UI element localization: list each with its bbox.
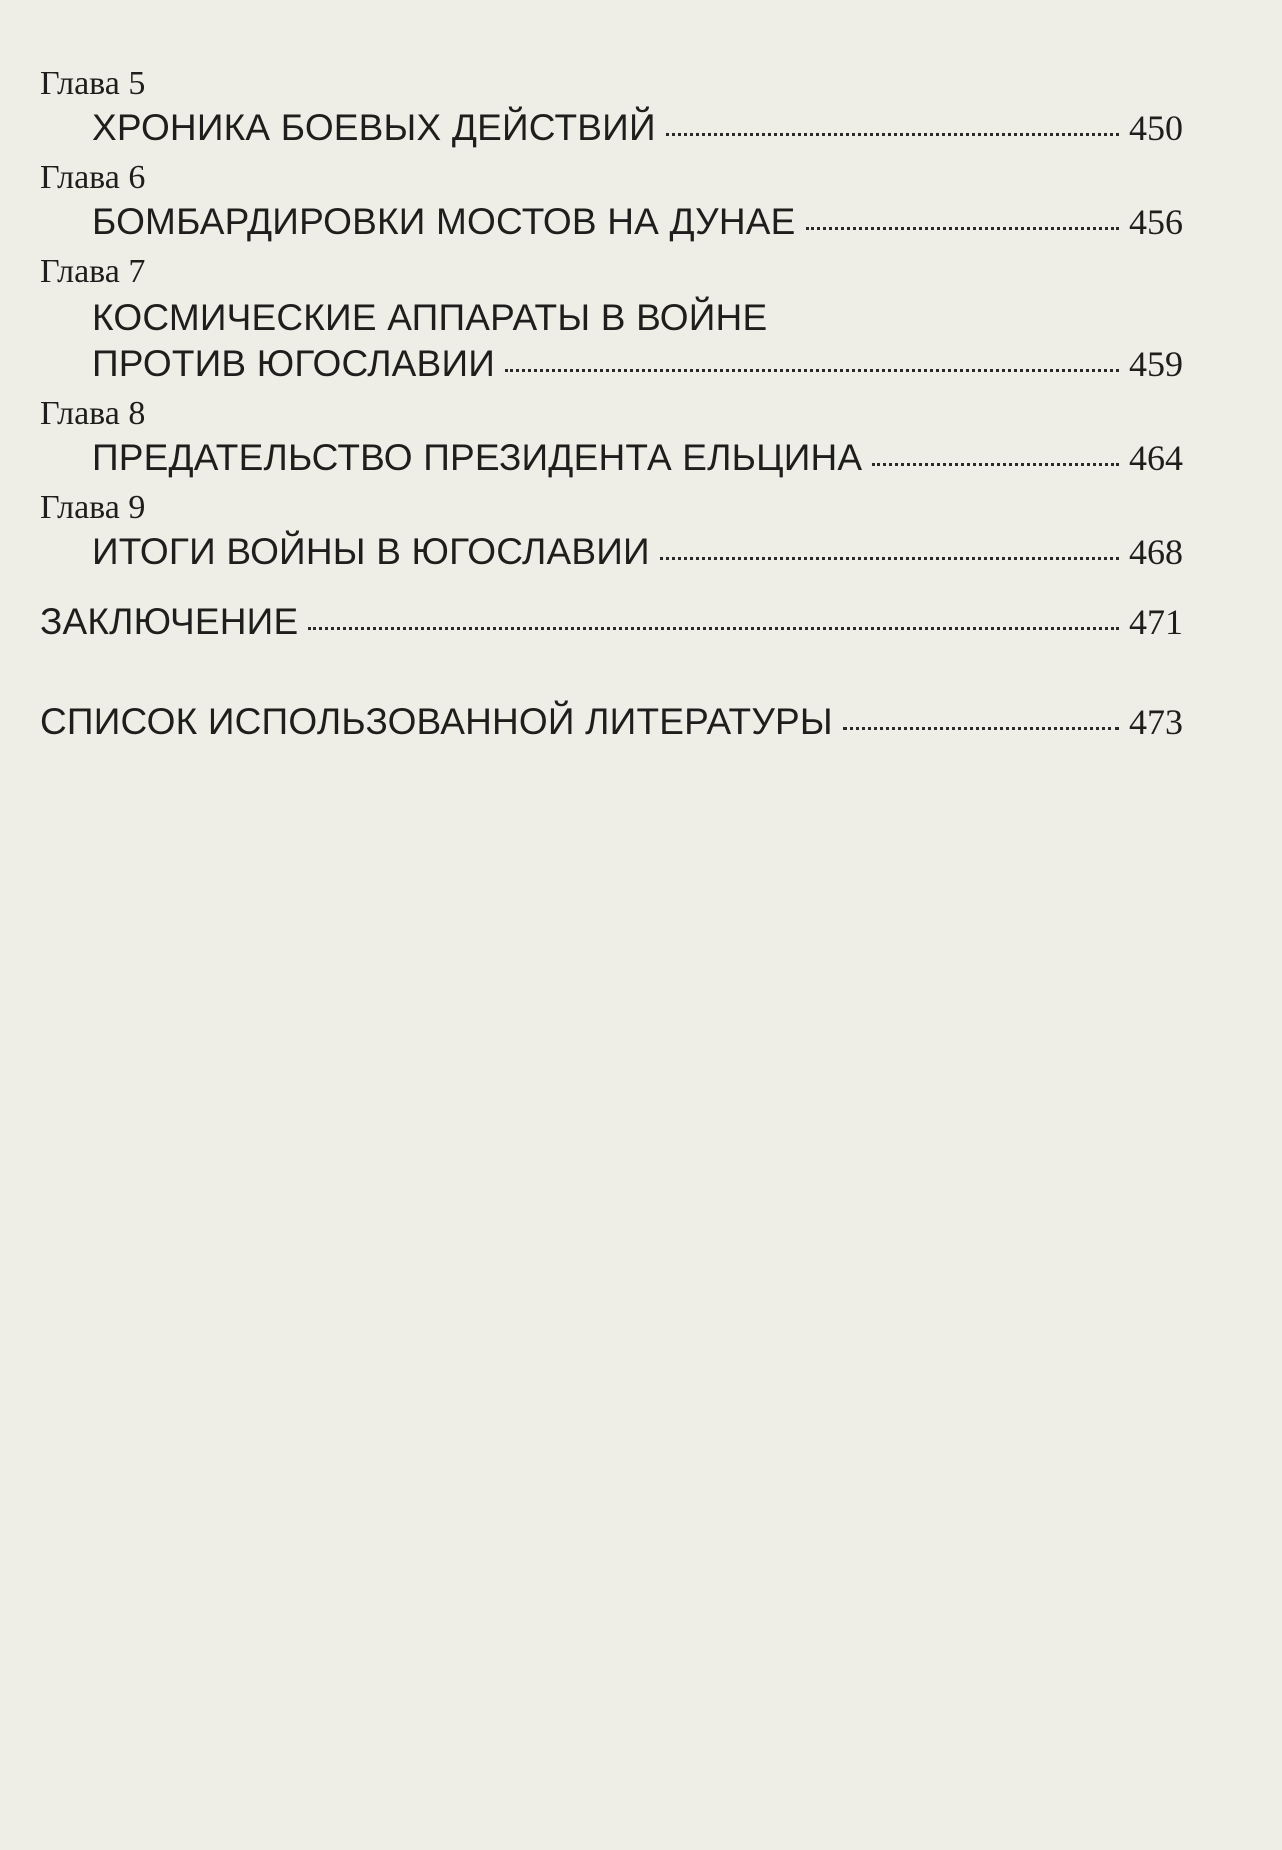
toc-entry-title: БОМБАРДИРОВКИ МОСТОВ НА ДУНАЕ bbox=[92, 201, 796, 242]
chapter-9-label: Глава 9 bbox=[40, 489, 146, 526]
chapter-8-label: Глава 8 bbox=[40, 395, 146, 432]
toc-entry-title: ИТОГИ ВОЙНЫ В ЮГОСЛАВИИ bbox=[92, 531, 650, 572]
chapter-7-label: Глава 7 bbox=[40, 253, 146, 290]
toc-entry-page: 473 bbox=[1129, 702, 1183, 742]
dot-leader bbox=[505, 369, 1119, 372]
toc-entry-page: 464 bbox=[1129, 438, 1183, 478]
toc-entry-title: ЗАКЛЮЧЕНИЕ bbox=[40, 601, 299, 642]
toc-entry-chapter-5 bbox=[92, 106, 1183, 150]
toc-entry-chapter-8 bbox=[92, 436, 1183, 480]
dot-leader bbox=[308, 627, 1119, 630]
chapter-6-label: Глава 6 bbox=[40, 159, 146, 196]
dot-leader bbox=[843, 727, 1119, 730]
dot-leader bbox=[806, 227, 1119, 230]
toc-entry-page: 459 bbox=[1129, 344, 1183, 384]
toc-entry-page: 471 bbox=[1129, 602, 1183, 642]
toc-entry-page: 468 bbox=[1129, 532, 1183, 572]
toc-entry-chapter-7 bbox=[92, 342, 1183, 386]
toc-entry-title: ПРЕДАТЕЛЬСТВО ПРЕЗИДЕНТА ЕЛЬЦИНА bbox=[92, 437, 863, 478]
dot-leader bbox=[666, 133, 1119, 136]
toc-entry-page: 456 bbox=[1129, 202, 1183, 242]
toc-entry-title: ПРОТИВ ЮГОСЛАВИИ bbox=[92, 343, 496, 384]
toc-entry-title-line1: КОСМИЧЕСКИЕ АППАРАТЫ В ВОЙНЕ bbox=[92, 297, 768, 338]
toc-entry-page: 450 bbox=[1129, 108, 1183, 148]
chapter-5-label: Глава 5 bbox=[40, 65, 146, 102]
dot-leader bbox=[660, 557, 1119, 560]
toc-entry-title: СПИСОК ИСПОЛЬЗОВАННОЙ ЛИТЕРАТУРЫ bbox=[40, 701, 833, 742]
dot-leader bbox=[872, 463, 1119, 466]
toc-entry-conclusion bbox=[40, 600, 1183, 644]
toc-entry-title: ХРОНИКА БОЕВЫХ ДЕЙСТВИЙ bbox=[92, 107, 656, 148]
toc-entry-chapter-9 bbox=[92, 530, 1183, 574]
toc-entry-chapter-6 bbox=[92, 200, 1183, 244]
toc-entry-bibliography bbox=[40, 700, 1183, 744]
